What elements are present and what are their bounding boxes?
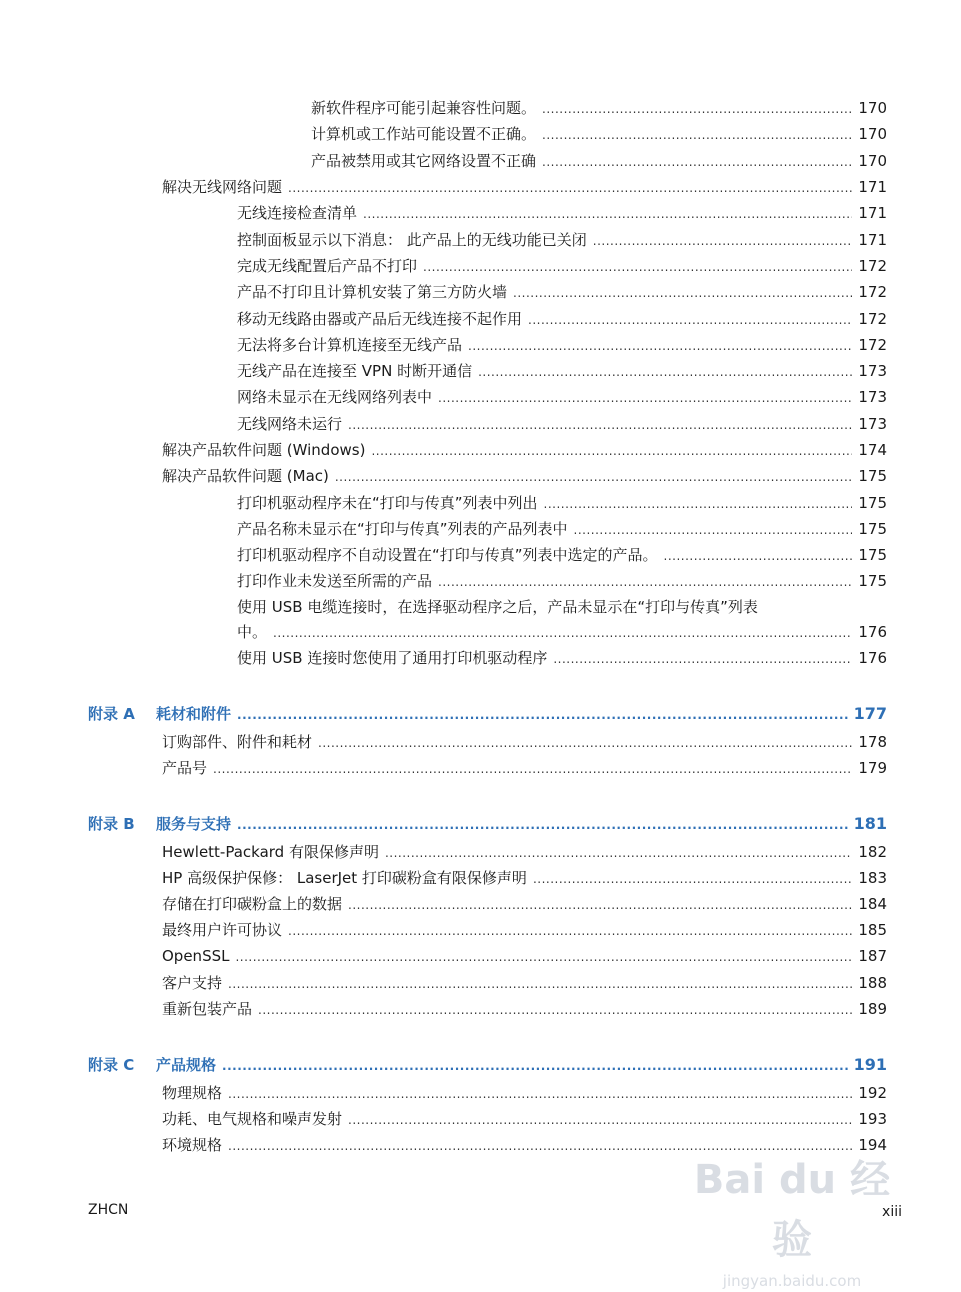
toc-entry-page: 173 [858, 388, 887, 406]
toc-leader [348, 416, 852, 434]
toc-entry-page: 172 [858, 283, 887, 301]
toc-leader [423, 258, 852, 276]
toc-entry-title: OpenSSL [162, 947, 230, 965]
appendix-page: 181 [853, 814, 887, 833]
toc-entry-title: 解决产品软件问题 (Windows) [162, 441, 366, 459]
toc-leader [213, 760, 852, 778]
appendix-c-heading[interactable] [88, 1055, 887, 1075]
toc-leader [348, 896, 852, 914]
toc-entry[interactable] [237, 231, 887, 249]
toc-entry-page: 175 [858, 572, 887, 590]
toc-entry-title: 移动无线路由器或产品后无线连接不起作用 [237, 310, 523, 328]
toc-entry[interactable] [237, 572, 887, 590]
appendix-title: 耗材和附件 [156, 705, 232, 723]
toc-entry-page: 175 [858, 520, 887, 538]
toc-entry-page: 171 [858, 178, 887, 196]
toc-entry-page: 172 [858, 257, 887, 275]
toc-leader [363, 205, 852, 223]
toc-entry-wrapped[interactable] [237, 598, 887, 641]
toc-entry-title: 最终用户许可协议 [162, 921, 283, 939]
toc-entry-title: 无线网络未运行 [237, 415, 343, 433]
toc-entry-page: 184 [858, 895, 887, 913]
toc-leader [237, 705, 848, 725]
toc-entry-page: 189 [858, 1000, 887, 1018]
toc-entry-title: 使用 USB 连接时您使用了通用打印机驱动程序 [237, 649, 548, 667]
toc-entry[interactable] [311, 125, 887, 143]
toc-entry[interactable] [237, 283, 887, 301]
toc-leader [542, 100, 852, 118]
toc-leader [228, 975, 852, 993]
toc-entry-title: 网络未显示在无线网络列表中 [237, 388, 433, 406]
toc-entry[interactable] [162, 733, 887, 751]
toc-entry[interactable] [237, 362, 887, 380]
toc-entry-title: 环境规格 [162, 1136, 223, 1154]
toc-leader [533, 870, 852, 888]
toc-entry-page: 170 [858, 125, 887, 143]
toc-entry[interactable] [162, 895, 887, 913]
toc-leader [542, 126, 852, 144]
toc-leader [542, 153, 852, 171]
toc-leader [478, 363, 852, 381]
toc-entry-page: 192 [858, 1084, 887, 1102]
watermark-logo: Bai du 经验 [693, 1157, 891, 1263]
appendix-title: 服务与支持 [156, 815, 232, 833]
toc-leader [553, 650, 852, 668]
toc-entry[interactable] [237, 388, 887, 406]
toc-entry-title: 计算机或工作站可能设置不正确。 [311, 125, 537, 143]
toc-leader [237, 815, 848, 835]
toc-leader [513, 284, 852, 302]
toc-entry-page: 179 [858, 759, 887, 777]
toc-leader [385, 844, 852, 862]
toc-entry[interactable] [162, 974, 887, 992]
toc-leader [258, 1001, 852, 1019]
toc-entry[interactable] [162, 441, 887, 459]
toc-entry-page: 183 [858, 869, 887, 887]
watermark-url: jingyan.baidu.com [722, 1272, 862, 1290]
toc-entry[interactable] [162, 1084, 887, 1102]
toc-entry-title: 重新包装产品 [162, 1000, 253, 1018]
toc-entry-page: 172 [858, 336, 887, 354]
toc-entry-page: 173 [858, 362, 887, 380]
toc-leader [664, 547, 853, 565]
toc-entry[interactable] [162, 467, 887, 485]
toc-entry-title: 产品被禁用或其它网络设置不正确 [311, 152, 537, 170]
toc-leader [288, 922, 852, 940]
appendix-b-heading[interactable] [88, 814, 887, 834]
toc-leader [593, 232, 853, 250]
toc-entry-title: 使用 USB 电缆连接时，在选择驱动程序之后，产品未显示在“打印与传真”列表 [237, 598, 758, 616]
appendix-label: 附录 C [88, 1056, 135, 1074]
toc-entry-title: 打印机驱动程序未在“打印与传真”列表中列出 [237, 494, 538, 512]
toc-entry[interactable] [162, 759, 887, 777]
toc-leader [574, 521, 853, 539]
toc-leader [273, 624, 852, 642]
toc-leader [222, 1056, 848, 1076]
toc-entry[interactable] [311, 99, 887, 117]
toc-entry[interactable] [237, 520, 887, 538]
baidu-watermark [682, 1150, 902, 1290]
toc-entry-page: 176 [858, 649, 887, 667]
appendix-a-heading[interactable] [88, 704, 887, 724]
toc-entry-title: 新软件程序可能引起兼容性问题。 [311, 99, 537, 117]
toc-entry[interactable] [237, 546, 887, 564]
toc-entry-title: 产品名称未显示在“打印与传真”列表的产品列表中 [237, 520, 568, 538]
toc-entry-title: 无法将多台计算机连接至无线产品 [237, 336, 463, 354]
toc-entry-title: 打印作业未发送至所需的产品 [237, 572, 433, 590]
toc-entry-title: HP 高级保护保修： LaserJet 打印碳粉盒有限保修声明 [162, 869, 527, 887]
toc-entry[interactable] [162, 178, 887, 196]
toc-entry-page: 176 [858, 623, 887, 641]
toc-entry-page: 193 [858, 1110, 887, 1128]
toc-leader [228, 1085, 852, 1103]
toc-entry-page: 171 [858, 231, 887, 249]
toc-entry[interactable] [162, 1110, 887, 1128]
toc-entry-title: 控制面板显示以下消息： 此产品上的无线功能已关闭 [237, 231, 587, 249]
toc-entry[interactable] [162, 921, 887, 939]
toc-entry-page: 172 [858, 310, 887, 328]
toc-leader [468, 337, 852, 355]
toc-leader [544, 495, 853, 513]
toc-entry-page: 171 [858, 204, 887, 222]
toc-entry-title-cont: 中。 [237, 623, 268, 641]
toc-entry-page: 185 [858, 921, 887, 939]
toc-entry-page: 170 [858, 99, 887, 117]
toc-entry[interactable] [237, 257, 887, 275]
toc-entry-page: 194 [858, 1136, 887, 1154]
toc-entry[interactable] [237, 336, 887, 354]
toc-entry-title: 物理规格 [162, 1084, 223, 1102]
toc-entry[interactable] [162, 1000, 887, 1018]
footer-page-number: xiii [882, 1204, 902, 1220]
appendix-title: 产品规格 [156, 1056, 217, 1074]
toc-leader [438, 573, 852, 591]
toc-leader [528, 311, 852, 329]
toc-entry-title: Hewlett-Packard 有限保修声明 [162, 843, 379, 861]
toc-entry[interactable] [311, 152, 887, 170]
toc-entry-title: 产品不打印且计算机安装了第三方防火墙 [237, 283, 508, 301]
toc-entry-page: 175 [858, 546, 887, 564]
toc-leader [235, 948, 852, 966]
toc-entry-page: 178 [858, 733, 887, 751]
toc-entry[interactable] [237, 649, 887, 667]
toc-entry-title: 打印机驱动程序不自动设置在“打印与传真”列表中选定的产品。 [237, 546, 658, 564]
toc-entry-page: 173 [858, 415, 887, 433]
appendix-label: 附录 A [88, 705, 135, 723]
toc-entry-title: 产品号 [162, 759, 208, 777]
toc-leader [438, 389, 852, 407]
toc-entry-title: 功耗、电气规格和噪声发射 [162, 1110, 343, 1128]
toc-entry-title: 无线产品在连接至 VPN 时断开通信 [237, 362, 473, 380]
toc-entry-page: 175 [858, 494, 887, 512]
toc-entry[interactable] [237, 415, 887, 433]
toc-entry-page: 182 [858, 843, 887, 861]
toc-entry[interactable] [162, 869, 887, 887]
toc-entry-title: 解决产品软件问题 (Mac) [162, 467, 329, 485]
toc-entry-title: 解决无线网络问题 [162, 178, 283, 196]
toc-entry[interactable] [162, 843, 887, 861]
toc-entry-title: 完成无线配置后产品不打印 [237, 257, 418, 275]
toc-leader [335, 468, 853, 486]
toc-leader [288, 179, 852, 197]
footer-locale: ZHCN [88, 1202, 129, 1218]
toc-entry-title: 客户支持 [162, 974, 223, 992]
toc-entry-title: 订购部件、附件和耗材 [162, 733, 313, 751]
toc-entry-page: 188 [858, 974, 887, 992]
toc-entry[interactable] [237, 494, 887, 512]
toc-entry-title: 无线连接检查清单 [237, 204, 358, 222]
toc-entry-page: 175 [858, 467, 887, 485]
toc-leader [318, 734, 852, 752]
appendix-page: 191 [853, 1055, 887, 1074]
toc-entry-page: 170 [858, 152, 887, 170]
toc-leader [348, 1111, 852, 1129]
toc-entry[interactable] [237, 310, 887, 328]
toc-entry-page: 174 [858, 441, 887, 459]
toc-leader [371, 442, 852, 460]
appendix-label: 附录 B [88, 815, 135, 833]
toc-entry-title: 存储在打印碳粉盒上的数据 [162, 895, 343, 913]
toc-entry-continuation [237, 623, 887, 641]
toc-entry-page: 187 [858, 947, 887, 965]
toc-entry[interactable] [237, 204, 887, 222]
toc-entry[interactable] [162, 947, 887, 965]
appendix-page: 177 [853, 704, 887, 723]
